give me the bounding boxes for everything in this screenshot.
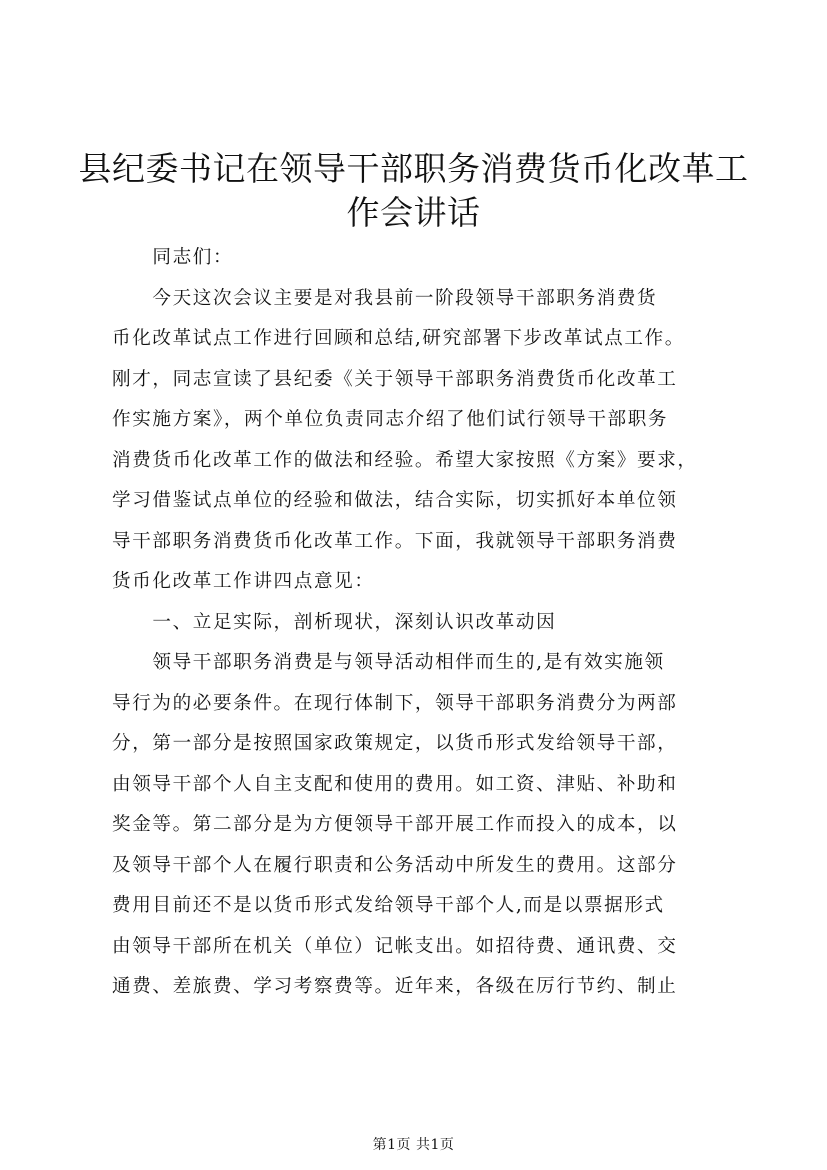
body-line: 领导干部职务消费是与领导活动相伴而生的,是有效实施领 — [112, 652, 665, 673]
body-line: 学习借鉴试点单位的经验和做法，结合实际，切实抓好本单位领 — [112, 490, 678, 511]
page-number-footer: 第1页 共1页 — [372, 1137, 455, 1153]
body-line: 货币化改革工作讲四点意见： — [112, 571, 375, 592]
body-line: 今天这次会议主要是对我县前一阶段领导干部职务消费货 — [112, 287, 658, 309]
body-line: 导行为的必要条件。在现行体制下，领导干部职务消费分为两部 — [112, 692, 678, 714]
body-line: 作实施方案》，两个单位负责同志介绍了他们试行领导干部职务 — [112, 409, 669, 430]
document-body — [112, 238, 736, 1008]
body-line: 同志们： — [112, 247, 234, 268]
body-line: 分，第一部分是按照国家政策规定，以货币形式发给领导干部， — [112, 733, 678, 754]
title-line-2: 作会讲话 — [346, 193, 481, 232]
body-line: 及领导干部个人在履行职责和公务活动中所发生的费用。这部分 — [112, 854, 678, 876]
section-heading: 一、立足实际，剖析现状，深刻认识改革动因 — [112, 611, 557, 633]
body-line: 费用目前还不是以货币形式发给领导干部个人,而是以票据形式 — [112, 895, 665, 916]
body-line: 币化改革试点工作进行回顾和总结,研究部署下步改革试点工作。 — [112, 328, 685, 349]
body-line: 由领导干部所在机关（单位）记帐支出。如招待费、通讯费、交 — [112, 935, 678, 957]
body-line: 导干部职务消费货币化改革工作。下面，我就领导干部职务消费 — [112, 530, 678, 552]
title-line-1: 县纪委书记在领导干部职务消费货币化改革工 — [78, 149, 749, 188]
body-line: 消费货币化改革工作的做法和经验。希望大家按照《方案》要求， — [112, 449, 698, 471]
document-title — [60, 147, 767, 235]
body-line: 通费、差旅费、学习考察费等。近年来，各级在厉行节约、制止 — [112, 976, 678, 997]
body-line: 刚才，同志宣读了县纪委《关于领导干部职务消费货币化改革工 — [112, 368, 678, 390]
body-line: 由领导干部个人自主支配和使用的费用。如工资、津贴、补助和 — [112, 773, 678, 795]
body-line: 奖金等。第二部分是为方便领导干部开展工作而投入的成本，以 — [112, 814, 678, 835]
